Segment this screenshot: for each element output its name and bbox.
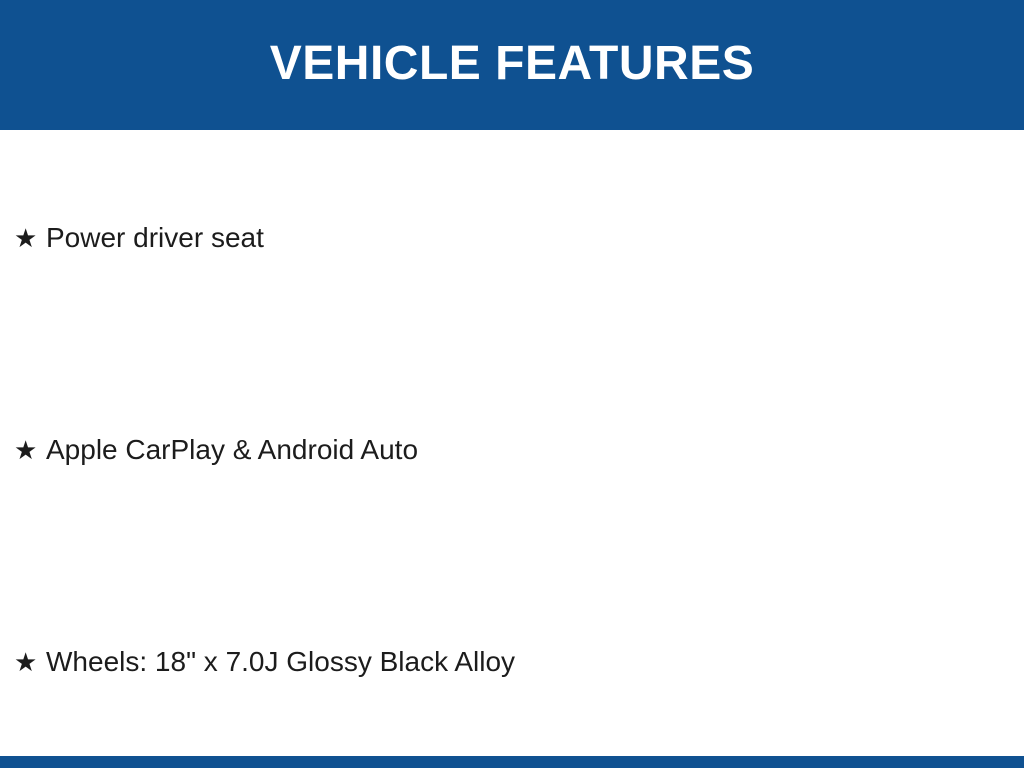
page-title: VEHICLE FEATURES [269, 36, 755, 90]
feature-label: Apple CarPlay & Android Auto [46, 434, 419, 465]
list-item [14, 433, 418, 467]
star-bullet-icon: ★ [14, 647, 38, 677]
star-bullet-icon: ★ [14, 435, 38, 465]
star-bullet-icon: ★ [14, 223, 38, 253]
footer-band [0, 756, 1024, 768]
list-item [14, 645, 515, 679]
features-list [0, 130, 1024, 756]
feature-label: Wheels: 18" x 7.0J Glossy Black Alloy [46, 646, 516, 677]
feature-label: Power driver seat [46, 222, 264, 253]
header-band [0, 0, 1024, 130]
list-item [14, 221, 264, 255]
